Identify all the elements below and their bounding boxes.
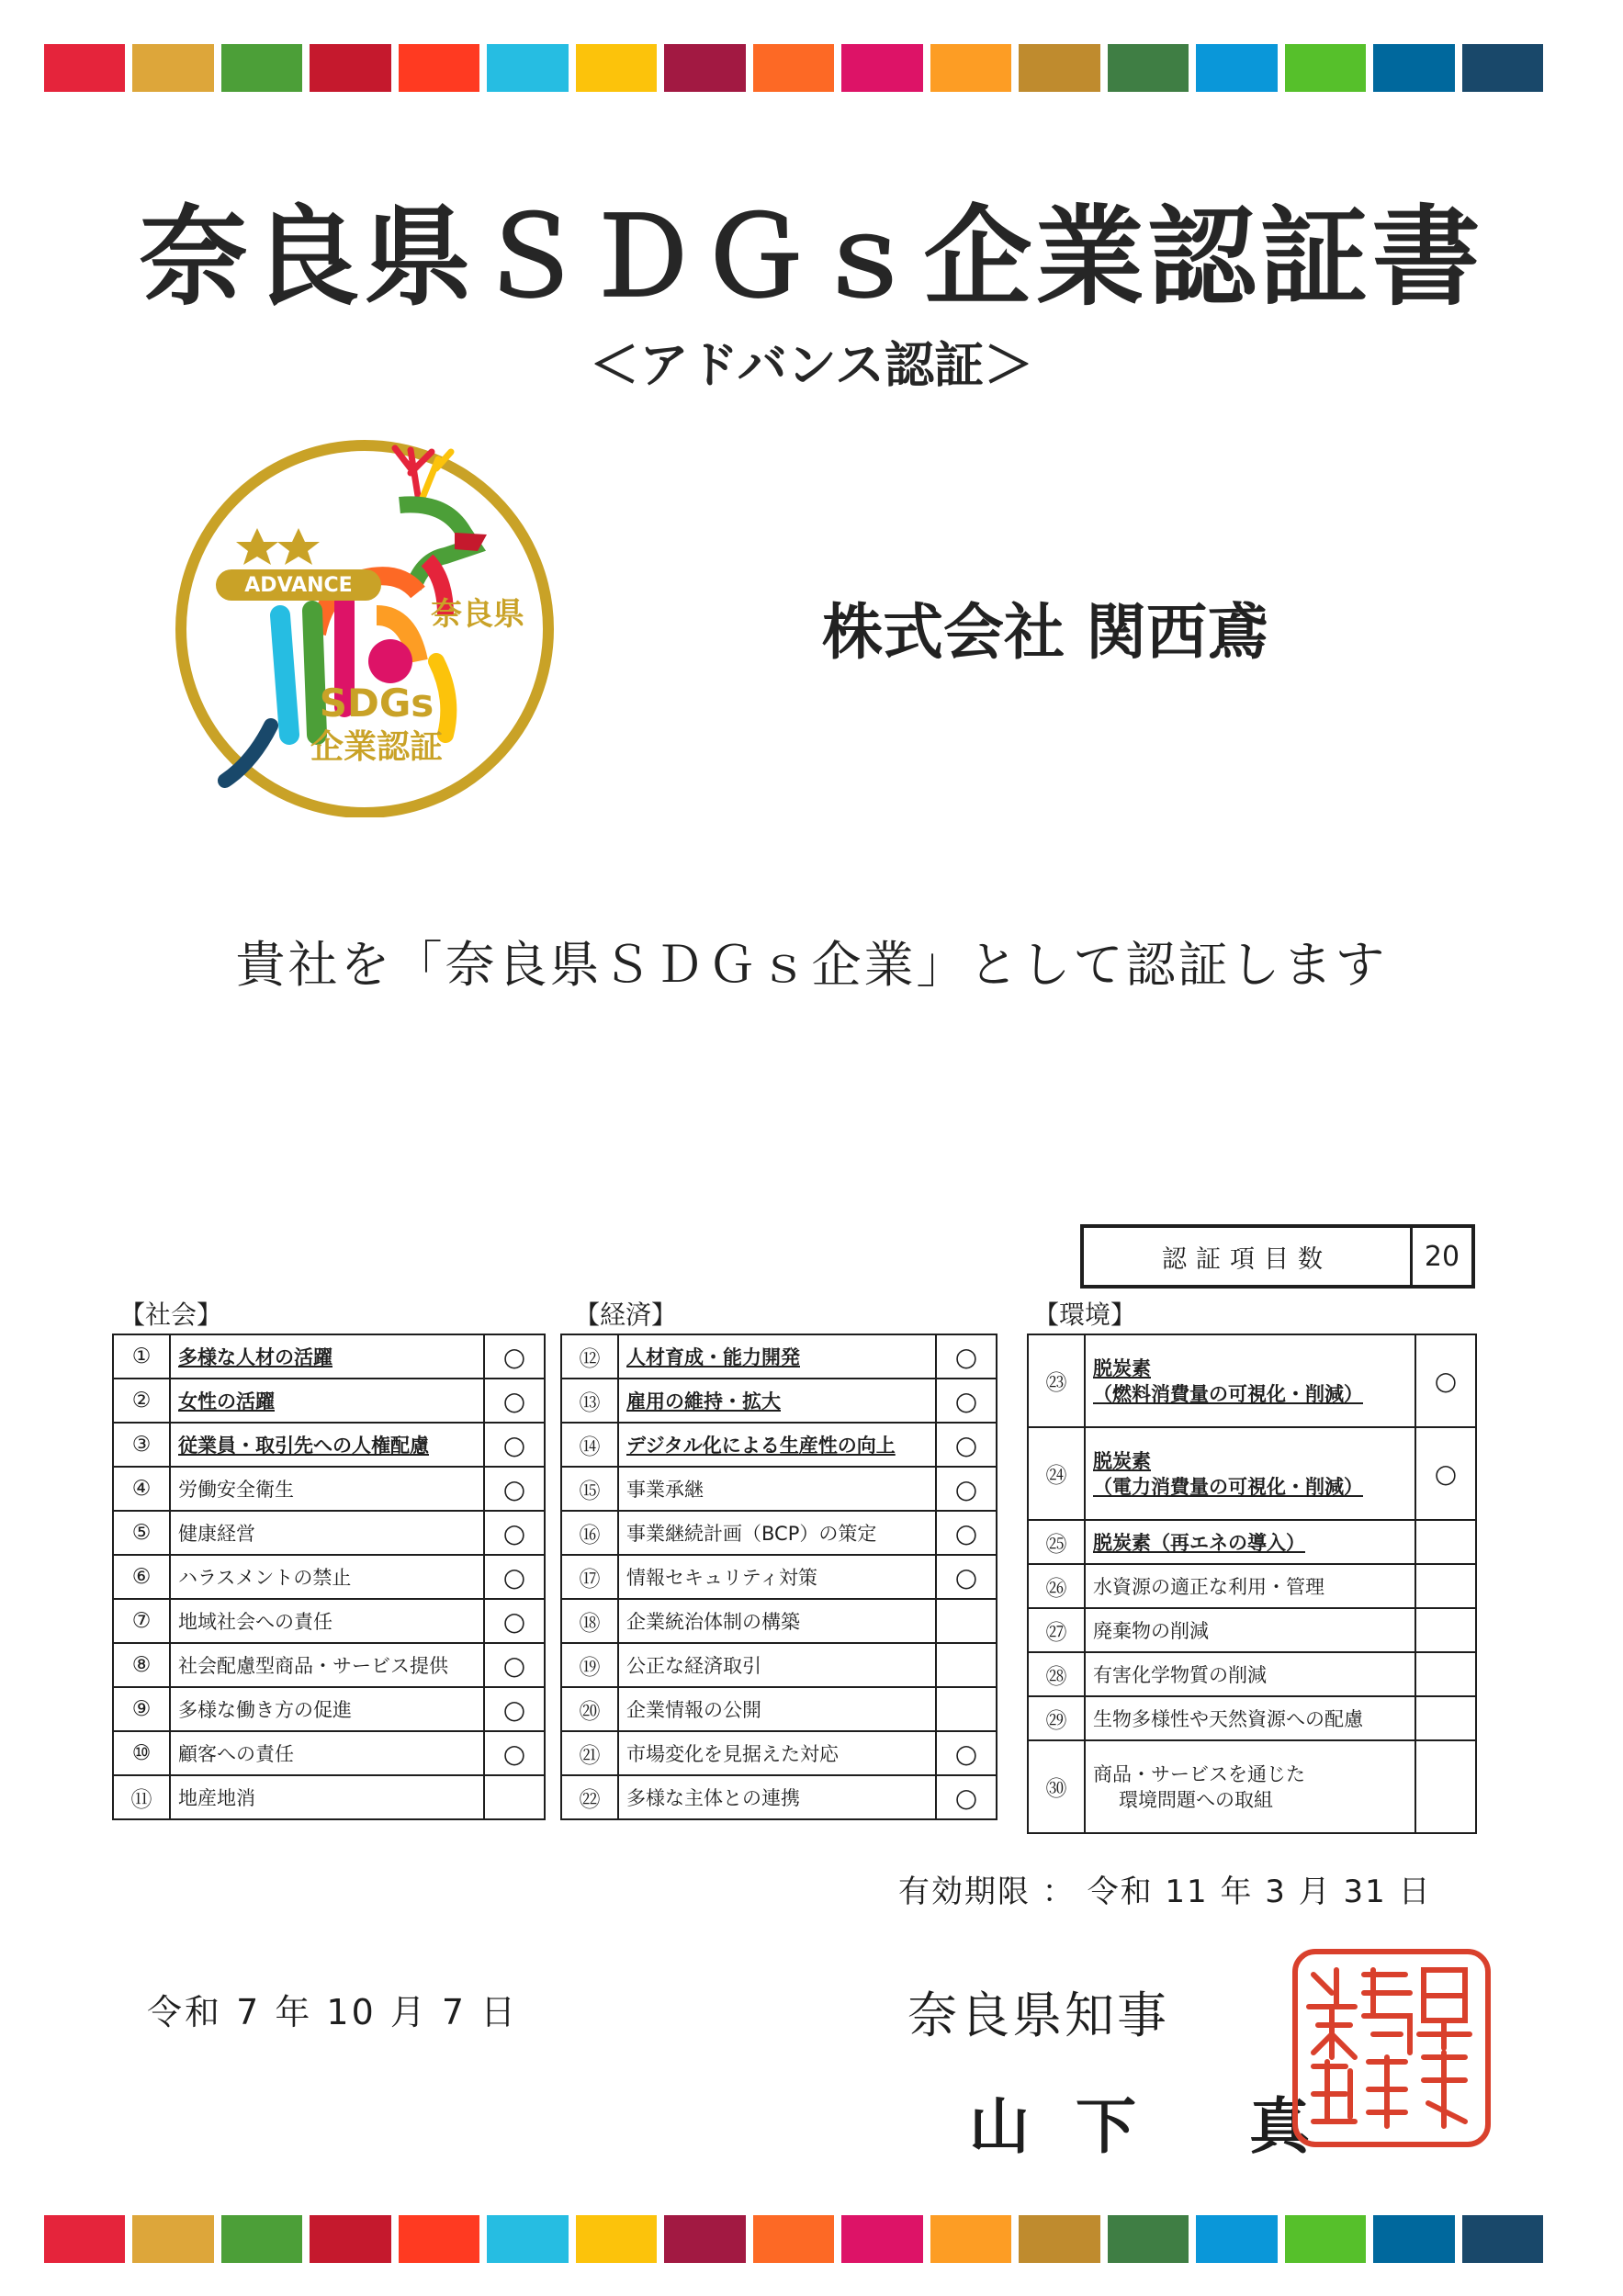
item-name-text: 社会配慮型商品・サービス提供 <box>178 1655 448 1677</box>
item-check-mark: ○ <box>484 1511 545 1555</box>
sdgs-certification-logo <box>170 432 565 817</box>
item-check-mark: ○ <box>936 1775 997 1819</box>
sdg-color-stripe <box>132 2215 213 2263</box>
item-name-line2: 環境問題への取組 <box>1119 1788 1273 1811</box>
item-name <box>618 1423 936 1467</box>
item-check-mark <box>1415 1652 1476 1696</box>
sdg-color-stripe <box>1019 2215 1099 2263</box>
item-number: ㉚ <box>1028 1740 1085 1833</box>
sdg-color-stripe <box>1462 44 1543 92</box>
sdg-color-stripe <box>1196 2215 1277 2263</box>
logo-advance-text: ADVANCE <box>244 574 353 597</box>
governor-name: 山下 真 <box>969 2091 1356 2162</box>
item-name <box>618 1775 936 1819</box>
sdg-color-bar-top <box>44 44 1543 92</box>
item-name <box>618 1467 936 1511</box>
item-check-mark <box>936 1643 997 1687</box>
item-check-mark: ○ <box>484 1643 545 1687</box>
item-number: ㉙ <box>1028 1696 1085 1740</box>
item-name-text: 有害化学物質の削減 <box>1093 1664 1267 1686</box>
item-check-mark: ○ <box>936 1379 997 1423</box>
item-name-text: 多様な人材の活躍 <box>178 1346 332 1368</box>
table-row <box>113 1731 545 1775</box>
sdg-color-stripe <box>753 44 834 92</box>
logo-certified-text: 企業認証 <box>310 728 444 766</box>
item-number: ⑥ <box>113 1555 170 1599</box>
item-name-text: 労働安全衛生 <box>178 1479 294 1501</box>
item-name-text: 雇用の維持・拡大 <box>626 1390 781 1412</box>
item-check-mark: ○ <box>484 1599 545 1643</box>
validity-period: 有効期限 ： 令和 11 年 3 月 31 日 <box>898 1874 1432 1910</box>
table-row <box>561 1555 997 1599</box>
item-number: ㉓ <box>1028 1334 1085 1427</box>
sdg-color-stripe <box>1196 44 1277 92</box>
item-check-mark: ○ <box>484 1423 545 1467</box>
item-name <box>1085 1520 1415 1564</box>
item-name-text: 水資源の適正な利用・管理 <box>1093 1576 1324 1598</box>
item-check-mark: ○ <box>484 1379 545 1423</box>
item-name-text: 事業承継 <box>626 1479 704 1501</box>
item-number: ㉖ <box>1028 1564 1085 1608</box>
table-row <box>113 1687 545 1731</box>
document-title: 奈良県ＳＤＧｓ企業認証書 <box>139 194 1484 321</box>
certification-statement: 貴社を「奈良県ＳＤＧｓ企業」として認証します <box>235 936 1388 994</box>
economy-items-table <box>560 1334 997 1820</box>
certification-count-value: 20 <box>1424 1240 1460 1273</box>
sdg-color-stripe <box>1108 2215 1189 2263</box>
item-name <box>170 1511 484 1555</box>
sdg-color-stripe <box>399 2215 479 2263</box>
item-check-mark: ○ <box>936 1555 997 1599</box>
item-number: ㉑ <box>561 1731 618 1775</box>
item-name-text: 市場変化を見据えた対応 <box>626 1743 839 1765</box>
table-row <box>561 1775 997 1819</box>
table-row <box>561 1334 997 1379</box>
issue-date: 令和 7 年 10 月 7 日 <box>147 1992 519 2032</box>
table-row <box>113 1334 545 1379</box>
sdg-color-stripe <box>310 2215 390 2263</box>
sdg-color-stripe <box>930 44 1011 92</box>
section-label-environment: 【環境】 <box>1033 1300 1137 1330</box>
item-name-text: 女性の活躍 <box>178 1390 275 1412</box>
item-name-line1: 商品・サービスを通じた <box>1093 1762 1305 1785</box>
item-number: ⑮ <box>561 1467 618 1511</box>
item-name-text: デジタル化による生産性の向上 <box>626 1435 896 1457</box>
item-name-text: 地産地消 <box>178 1787 255 1809</box>
item-name <box>1085 1696 1415 1740</box>
table-row <box>113 1511 545 1555</box>
sdg-color-stripe <box>44 44 125 92</box>
item-check-mark: ○ <box>484 1467 545 1511</box>
item-number: ③ <box>113 1423 170 1467</box>
item-check-mark <box>1415 1696 1476 1740</box>
table-row <box>561 1467 997 1511</box>
item-check-mark <box>936 1687 997 1731</box>
item-name-text: 企業情報の公開 <box>626 1699 761 1721</box>
item-number: ④ <box>113 1467 170 1511</box>
table-row <box>561 1643 997 1687</box>
document-subtitle: ＜アドバンス認証＞ <box>589 336 1034 394</box>
item-check-mark <box>1415 1740 1476 1833</box>
item-check-mark <box>1415 1608 1476 1652</box>
sdg-color-stripe <box>487 44 568 92</box>
item-name-text: 従業員・取引先への人権配慮 <box>178 1435 429 1457</box>
item-check-mark <box>484 1775 545 1819</box>
item-name <box>618 1731 936 1775</box>
item-name <box>170 1643 484 1687</box>
item-check-mark: ○ <box>936 1511 997 1555</box>
item-name-text: 脱炭素（再エネの導入） <box>1093 1532 1305 1554</box>
company-name: 株式会社 関西鳶 <box>822 597 1268 668</box>
item-name <box>170 1555 484 1599</box>
item-name-text: 事業継続計画（BCP）の策定 <box>626 1523 877 1545</box>
table-row <box>113 1775 545 1819</box>
item-name-line2: （燃料消費量の可視化・削減） <box>1093 1382 1363 1405</box>
item-name <box>1085 1740 1415 1833</box>
item-check-mark <box>1415 1564 1476 1608</box>
table-row <box>113 1379 545 1423</box>
table-row <box>113 1643 545 1687</box>
item-name <box>618 1334 936 1379</box>
item-name <box>618 1379 936 1423</box>
item-name-text: 人材育成・能力開発 <box>626 1346 800 1368</box>
table-row <box>1028 1696 1476 1740</box>
item-name-text: 健康経営 <box>178 1523 255 1545</box>
item-check-mark: ○ <box>484 1334 545 1379</box>
item-name <box>1085 1652 1415 1696</box>
item-number: ㉕ <box>1028 1520 1085 1564</box>
table-row <box>561 1423 997 1467</box>
item-number: ② <box>113 1379 170 1423</box>
item-check-mark: ○ <box>1415 1427 1476 1520</box>
item-check-mark: ○ <box>936 1731 997 1775</box>
item-name <box>1085 1564 1415 1608</box>
item-name <box>1085 1427 1415 1520</box>
table-row <box>561 1599 997 1643</box>
item-number: ⑯ <box>561 1511 618 1555</box>
item-name <box>170 1731 484 1775</box>
sdg-color-stripe <box>399 44 479 92</box>
sdg-color-stripe <box>1285 2215 1366 2263</box>
item-check-mark: ○ <box>1415 1334 1476 1427</box>
item-name <box>618 1511 936 1555</box>
item-name-text: 情報セキュリティ対策 <box>626 1567 817 1589</box>
sdg-color-stripe <box>664 44 745 92</box>
item-name <box>1085 1334 1415 1427</box>
section-label-society: 【社会】 <box>119 1300 223 1330</box>
official-seal-stamp <box>1286 1942 1497 2154</box>
item-name <box>170 1599 484 1643</box>
item-name <box>618 1687 936 1731</box>
item-number: ⑭ <box>561 1423 618 1467</box>
logo-sdgs-text: SDGs <box>319 681 434 726</box>
sdg-color-stripe <box>1462 2215 1543 2263</box>
item-name <box>170 1423 484 1467</box>
section-label-economy: 【経済】 <box>574 1300 678 1330</box>
sdg-color-stripe <box>841 44 922 92</box>
item-name <box>618 1643 936 1687</box>
sdg-color-bar-bottom <box>44 2215 1543 2263</box>
item-number: ⑨ <box>113 1687 170 1731</box>
item-check-mark: ○ <box>936 1334 997 1379</box>
item-name-line1: 脱炭素 <box>1093 1449 1151 1472</box>
sdg-color-stripe <box>1373 2215 1454 2263</box>
item-name <box>618 1555 936 1599</box>
item-number: ⑦ <box>113 1599 170 1643</box>
sdg-color-stripe <box>930 2215 1011 2263</box>
sdg-color-stripe <box>576 44 657 92</box>
item-name-text: 地域社会への責任 <box>178 1611 332 1633</box>
item-check-mark <box>936 1599 997 1643</box>
certification-count-label: 認証項目数 <box>1084 1228 1413 1285</box>
sdg-color-stripe <box>132 44 213 92</box>
item-name-text: 顧客への責任 <box>178 1743 294 1765</box>
sdg-color-stripe <box>310 44 390 92</box>
item-name-text: 生物多様性や天然資源への配慮 <box>1093 1708 1363 1730</box>
item-number: ㉒ <box>561 1775 618 1819</box>
item-check-mark: ○ <box>936 1467 997 1511</box>
item-number: ⑪ <box>113 1775 170 1819</box>
item-number: ⑧ <box>113 1643 170 1687</box>
item-name <box>170 1775 484 1819</box>
table-row <box>1028 1564 1476 1608</box>
sdg-color-stripe <box>664 2215 745 2263</box>
item-check-mark: ○ <box>484 1731 545 1775</box>
item-name-text: ハラスメントの禁止 <box>178 1567 352 1589</box>
table-row <box>561 1511 997 1555</box>
sdg-color-stripe <box>44 2215 125 2263</box>
item-name-line1: 脱炭素 <box>1093 1356 1151 1379</box>
table-row <box>1028 1740 1476 1833</box>
table-row <box>561 1687 997 1731</box>
sdg-color-stripe <box>1108 44 1189 92</box>
item-number: ⑤ <box>113 1511 170 1555</box>
item-number: ① <box>113 1334 170 1379</box>
governor-title: 奈良県知事 <box>907 1986 1169 2044</box>
table-row <box>113 1599 545 1643</box>
sdg-color-stripe <box>1285 44 1366 92</box>
item-name-text: 廃棄物の削減 <box>1093 1620 1209 1642</box>
table-row <box>561 1731 997 1775</box>
certification-count-box <box>1080 1224 1475 1289</box>
table-row <box>113 1467 545 1511</box>
item-name-line2: （電力消費量の可視化・削減） <box>1093 1475 1363 1498</box>
sdg-color-stripe <box>1019 44 1099 92</box>
item-check-mark: ○ <box>936 1423 997 1467</box>
item-name-text: 多様な主体との連携 <box>626 1787 800 1809</box>
item-name <box>618 1599 936 1643</box>
item-name-text: 企業統治体制の構築 <box>626 1611 800 1633</box>
item-name-text: 公正な経済取引 <box>626 1655 761 1677</box>
item-number: ⑰ <box>561 1555 618 1599</box>
item-number: ㉔ <box>1028 1427 1085 1520</box>
item-name <box>170 1687 484 1731</box>
sdg-color-stripe <box>841 2215 922 2263</box>
sdg-color-stripe <box>487 2215 568 2263</box>
item-number: ㉗ <box>1028 1608 1085 1652</box>
item-number: ⑳ <box>561 1687 618 1731</box>
table-row <box>1028 1334 1476 1427</box>
item-number: ⑬ <box>561 1379 618 1423</box>
sdg-color-stripe <box>1373 44 1454 92</box>
logo-prefecture-text: 奈良県 <box>431 596 524 633</box>
sdg-color-stripe <box>753 2215 834 2263</box>
sdg-color-stripe <box>221 2215 302 2263</box>
table-row <box>1028 1427 1476 1520</box>
table-row <box>1028 1608 1476 1652</box>
item-number: ⑱ <box>561 1599 618 1643</box>
table-row <box>1028 1652 1476 1696</box>
item-number: ⑩ <box>113 1731 170 1775</box>
environment-items-table <box>1027 1334 1477 1834</box>
table-row <box>1028 1520 1476 1564</box>
item-number: ⑫ <box>561 1334 618 1379</box>
sdg-color-stripe <box>221 44 302 92</box>
table-row <box>113 1555 545 1599</box>
item-number: ㉘ <box>1028 1652 1085 1696</box>
item-number: ⑲ <box>561 1643 618 1687</box>
item-name <box>1085 1608 1415 1652</box>
item-name <box>170 1379 484 1423</box>
item-check-mark: ○ <box>484 1555 545 1599</box>
item-name <box>170 1334 484 1379</box>
sdg-color-stripe <box>576 2215 657 2263</box>
table-row <box>561 1379 997 1423</box>
table-row <box>113 1423 545 1467</box>
society-items-table <box>112 1334 546 1820</box>
item-name <box>170 1467 484 1511</box>
item-check-mark <box>1415 1520 1476 1564</box>
item-check-mark: ○ <box>484 1687 545 1731</box>
item-name-text: 多様な働き方の促進 <box>178 1699 352 1721</box>
